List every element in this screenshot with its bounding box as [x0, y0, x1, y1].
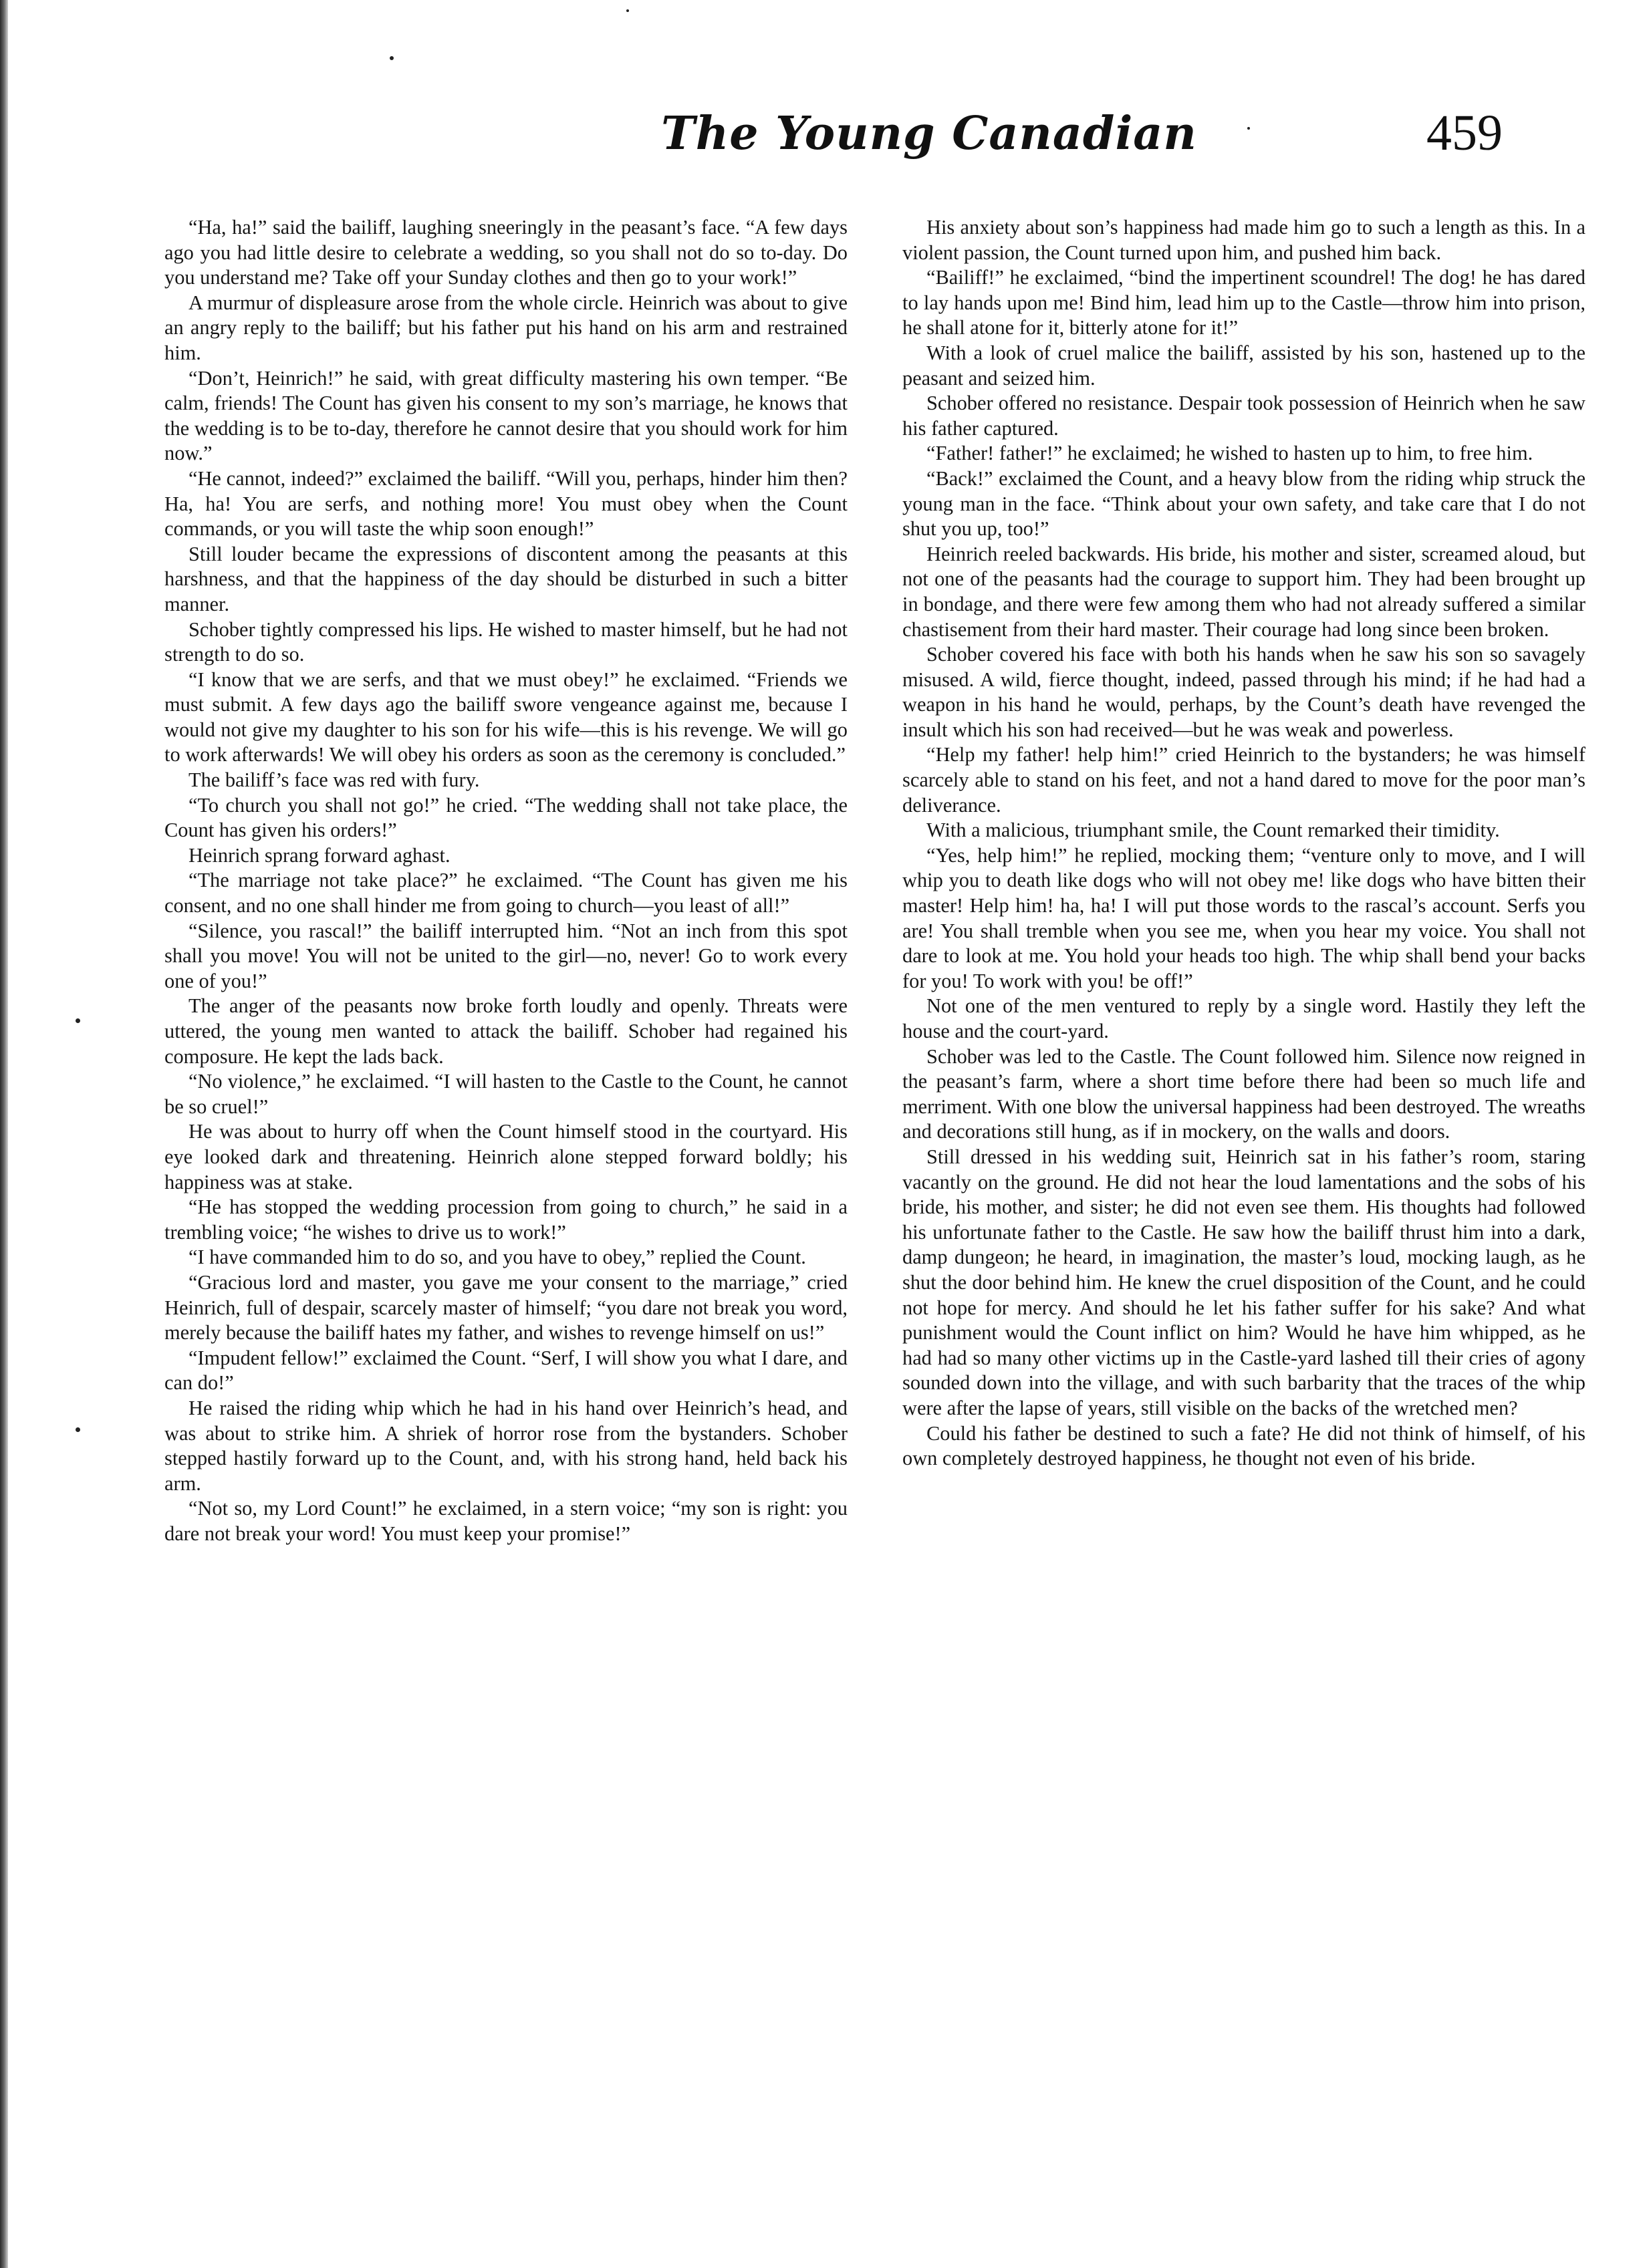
paragraph: “Help my father! help him!” cried Heinrich to the bystanders; he was himself scarcely able to stand on his feet, and not a hand dared to move for the poor man’s deliverance. [902, 743, 1585, 817]
paragraph: “Not so, my Lord Count!” he exclaimed, in a stern voice; “my son is right: you dare not break your word! You must keep your promise!” [164, 1497, 848, 1545]
paragraph: “Ha, ha!” said the bailiff, laughing sneeringly in the peasant’s face. “A few days ago you had little desire to celebrate a wedding, so you shall not do so to-day. Do you understand me? Take off your Sunday clothes and then go to your work!” [164, 216, 848, 289]
paragraph: “Silence, you rascal!” the bailiff interrupted him. “Not an inch from this spot shall you move! You will not be united to the girl—no, never! Go to work every one of you!” [164, 919, 848, 992]
paragraph: Schober tightly compressed his lips. He wished to master himself, but he had not strength to do so. [164, 617, 848, 666]
paragraph: The bailiff’s face was red with fury. [188, 768, 480, 792]
paragraph: Heinrich sprang forward aghast. [188, 843, 451, 867]
paragraph: With a look of cruel malice the bailiff, assisted by his son, hastened up to the peasant and seized him. [902, 341, 1585, 390]
paragraph: Schober offered no resistance. Despair took possession of Heinrich when he saw his father captured. [902, 392, 1585, 440]
paragraph: Could his father be destined to such a fate? He did not think of himself, of his own completely destroyed happiness, he thought not even of his bride. [902, 1421, 1585, 1470]
paragraph: A murmur of displeasure arose from the whole circle. Heinrich was about to give an angry reply to the bailiff; but his father put his hand on his arm and restrained him. [164, 291, 848, 364]
text-column-right [902, 215, 1585, 1471]
paragraph: Schober covered his face with both his hands when he saw his son so savagely misused. A wild, fierce thought, indeed, passed through his mind; if he had had a weapon in his hand he would, perhaps, by the Count’s death have revenged the insult which his son had received—but he was weak and powerless. [902, 643, 1585, 741]
paragraph: “Yes, help him!” he replied, mocking them; “venture only to move, and I will whip you to death like dogs who will not obey me! like dogs who have bitten their master! Help him! ha, ha! I will put those words to the rascal’s account. Serfs you are! You shall tremble when you see me, when you hear my voice. You shall not dare to look at me. You hold your heads too high. The whip shall bend your backs for you! To work with you! be off!” [902, 843, 1585, 992]
scan-edge [0, 0, 8, 2268]
paragraph: “Don’t, Heinrich!” he said, with great difficulty mastering his own temper. “Be calm, friends! The Count has given his consent to my son’s marriage, he knows that the wedding is to be to-day, therefore he cannot desire that you should work for him now.” [164, 366, 848, 465]
paragraph: “I know that we are serfs, and that we must obey!” he exclaimed. “Friends we must submit. A few days ago the bailiff swore vengeance against me, because I would not give my daughter to his son for his wife—this is his revenge. We will go to work afterwards! We will obey his orders as soon as the ceremony is concluded.” [164, 668, 848, 766]
paragraph: “Gracious lord and master, you gave me your consent to the marriage,” cried Heinrich, full of despair, scarcely master of himself; “you dare not break you word, merely because the bailiff hates my father, and wishes to revenge himself on us!” [164, 1270, 848, 1344]
paragraph: Heinrich reeled backwards. His bride, his mother and sister, screamed aloud, but not one of the peasants had the courage to support him. They had been brought up in bondage, and there were few among them who had not already suffered a similar chastisement from their hard master. Their courage had long since been broken. [902, 542, 1585, 641]
paragraph: Not one of the men ventured to reply by a single word. Hastily they left the house and the court-yard. [902, 994, 1585, 1042]
paragraph: “He cannot, indeed?” exclaimed the bailiff. “Will you, perhaps, hinder him then? Ha, ha! You are serfs, and nothing more! You must obey when the Count commands, or you will taste the whip soon enough!” [164, 466, 848, 541]
paragraph: “Impudent fellow!” exclaimed the Count. “Serf, I will show you what I dare, and can do!” [164, 1346, 848, 1395]
paragraph: “Father! father!” he exclaimed; he wished to hasten up to him, to free him. [926, 442, 1533, 465]
paragraph: “To church you shall not go!” he cried. “The wedding shall not take place, the Count has given his orders!” [164, 793, 848, 842]
paragraph: His anxiety about son’s happiness had made him go to such a length as this. In a violent passion, the Count turned upon him, and pushed him back. [902, 216, 1585, 264]
paragraph: With a malicious, triumphant smile, the Count remarked their timidity. [926, 819, 1500, 842]
ink-speck [626, 9, 629, 12]
ink-speck [390, 56, 394, 60]
paragraph: “I have commanded him to do so, and you have to obey,” replied the Count. [188, 1246, 806, 1269]
page-title: The Young Canadian [661, 107, 1197, 160]
paragraph: The anger of the peasants now broke forth loudly and openly. Threats were uttered, the young men wanted to attack the bailiff. Schober had regained his composure. He kept the lads back. [164, 994, 848, 1068]
paragraph: Still louder became the expressions of discontent among the peasants at this harshness, and that the happiness of the day should be disturbed in such a bitter manner. [164, 542, 848, 615]
paragraph: “He has stopped the wedding procession from going to church,” he said in a trembling voice; “he wishes to drive us to work!” [164, 1195, 848, 1244]
paragraph: “No violence,” he exclaimed. “I will hasten to the Castle to the Count, he cannot be so cruel!” [164, 1070, 848, 1118]
ink-speck [76, 1018, 80, 1023]
paragraph: “The marriage not take place?” he exclaimed. “The Count has given me his consent, and no one shall hinder me from going to church—you least of all!” [164, 869, 848, 917]
paragraph: “Bailiff!” he exclaimed, “bind the impertinent scoundrel! The dog! he has dared to lay hands upon me! Bind him, lead him up to the Castle—throw him into prison, he shall atone for it, bitterly atone for it!” [902, 266, 1585, 339]
paragraph: “Back!” exclaimed the Count, and a heavy blow from the riding whip struck the young man in the face. “Think about your own safety, and take care that I do not shut you up, too!” [902, 466, 1585, 541]
ink-speck [76, 1427, 80, 1432]
paragraph: Schober was led to the Castle. The Count followed him. Silence now reigned in the peasant’s farm, where a short time before there had been so much life and merriment. With one blow the universal happiness had been destroyed. The wreaths and decorations still hung, as if in mockery, on the walls and doors. [902, 1044, 1585, 1143]
page-number: 459 [1426, 105, 1503, 161]
paragraph: He raised the riding whip which he had in his hand over Heinrich’s head, and was about to strike him. A shriek of horror rose from the bystanders. Schober stepped hastily forward up to the Count, and, with his strong hand, held back his arm. [164, 1396, 848, 1495]
paragraph: Still dressed in his wedding suit, Heinrich sat in his father’s room, staring vacantly on the ground. He did not hear the loud lamentations and the sobs of his bride, his mother, and sister; he did not even see them. His thoughts had followed his unfortunate father to the Castle. He saw how the bailiff thrust him into a dark, damp dungeon; he heard, in imagination, the master’s loud, mocking laugh, as he shut the door behind him. He knew the cruel disposition of the Count, and he could not hope for mercy. And should he let his father suffer for his sake? And what punishment would the Count inflict on him? Would he have him whipped, as he had had so many other victims up in the Castle-yard lashed till their cries of agony sounded down into the village, and with such barbarity that the traces of the whip were after the lapse of years, still visible on the backs of the wretched men? [902, 1145, 1585, 1419]
paragraph: He was about to hurry off when the Count himself stood in the courtyard. His eye looked dark and threatening. Heinrich alone stepped forward boldly; his happiness was at stake. [164, 1120, 848, 1193]
page-header [642, 107, 1511, 180]
text-column-left [164, 215, 848, 1546]
